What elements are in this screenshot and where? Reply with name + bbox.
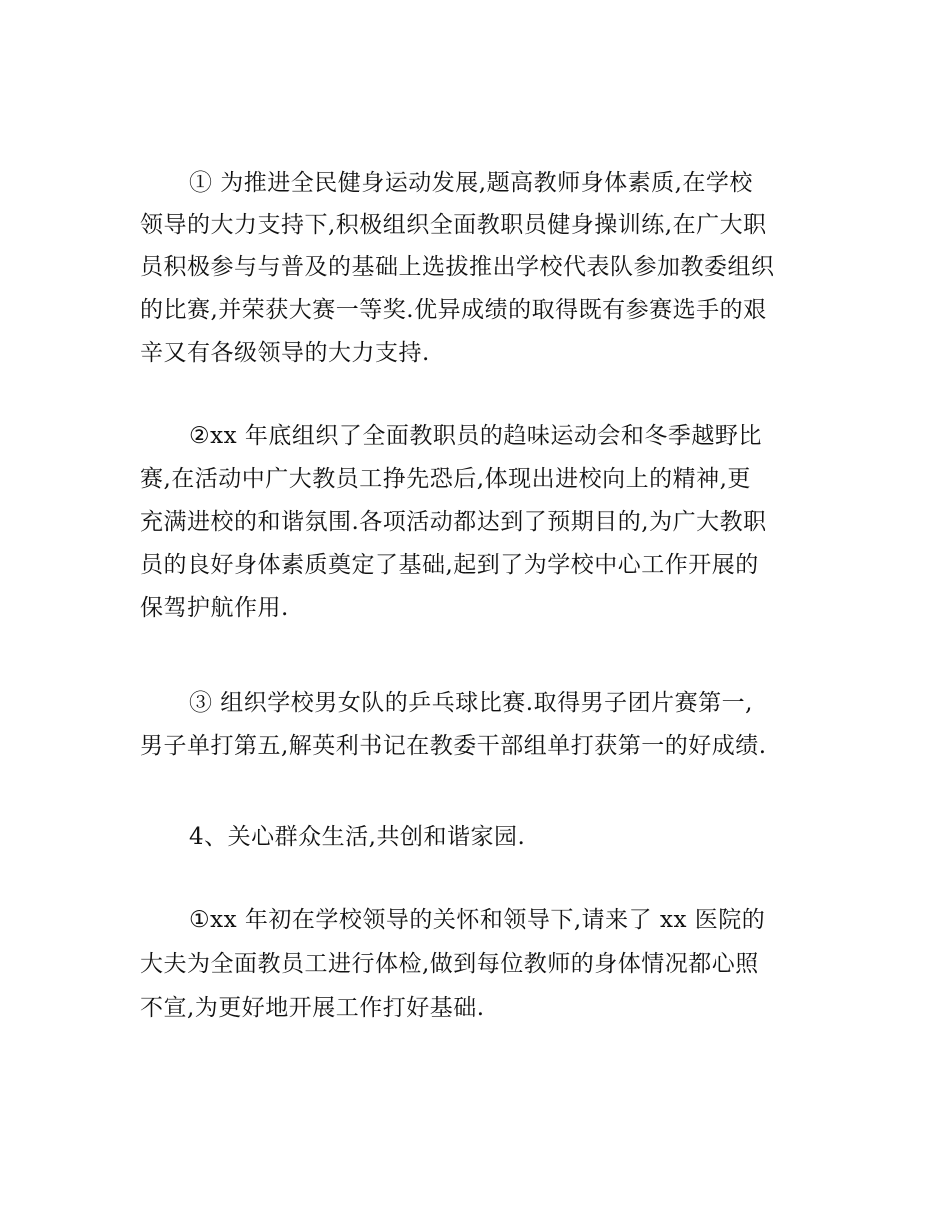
paragraph-1-line-4: 的比赛,并荣获大赛一等奖.优异成绩的取得既有参赛选手的艰	[140, 297, 767, 323]
paragraph-2-line-4: 员的良好身体素质奠定了基础,起到了为学校中心工作开展的	[140, 552, 759, 578]
paragraph-5-line-1: ①xx 年初在学校领导的关怀和领导下,请来了 xx 医院的	[189, 907, 766, 933]
section-heading-line: 4、关心群众生活,共创和谐家园.	[189, 824, 526, 850]
paragraph-2-line-1: ②xx 年底组织了全面教职员的趋味运动会和冬季越野比	[189, 423, 762, 449]
paragraph-5-line-3: 不宣,为更好地开展工作打好基础.	[140, 995, 485, 1021]
paragraph-3-line-2: 男子单打第五,解英利书记在教委干部组单打获第一的好成绩.	[140, 733, 767, 759]
paragraph-1-line-2: 领导的大力支持下,积极组织全面教职员健身操训练,在广大职	[140, 212, 767, 238]
paragraph-1-line-5: 辛又有各级领导的大力支持.	[140, 340, 430, 366]
paragraph-1-line-3: 员积极参与与普及的基础上选拔推出学校代表队参加教委组织	[140, 254, 775, 280]
paragraph-2-line-5: 保驾护航作用.	[140, 595, 289, 621]
paragraph-3-line-1: ③ 组织学校男女队的乒乓球比赛.取得男子团片赛第一,	[189, 690, 753, 716]
paragraph-1-line-1: ① 为推进全民健身运动发展,题高教师身体素质,在学校	[189, 170, 753, 196]
paragraph-5-line-2: 大夫为全面教员工进行体检,做到每位教师的身体情况都心照	[140, 951, 759, 977]
paragraph-2-line-2: 赛,在活动中广大教员工挣先恐后,体现出进校向上的精神,更	[140, 466, 751, 492]
paragraph-2-line-3: 充满进校的和谐氛围.各项活动都达到了预期目的,为广大教职	[140, 509, 767, 535]
